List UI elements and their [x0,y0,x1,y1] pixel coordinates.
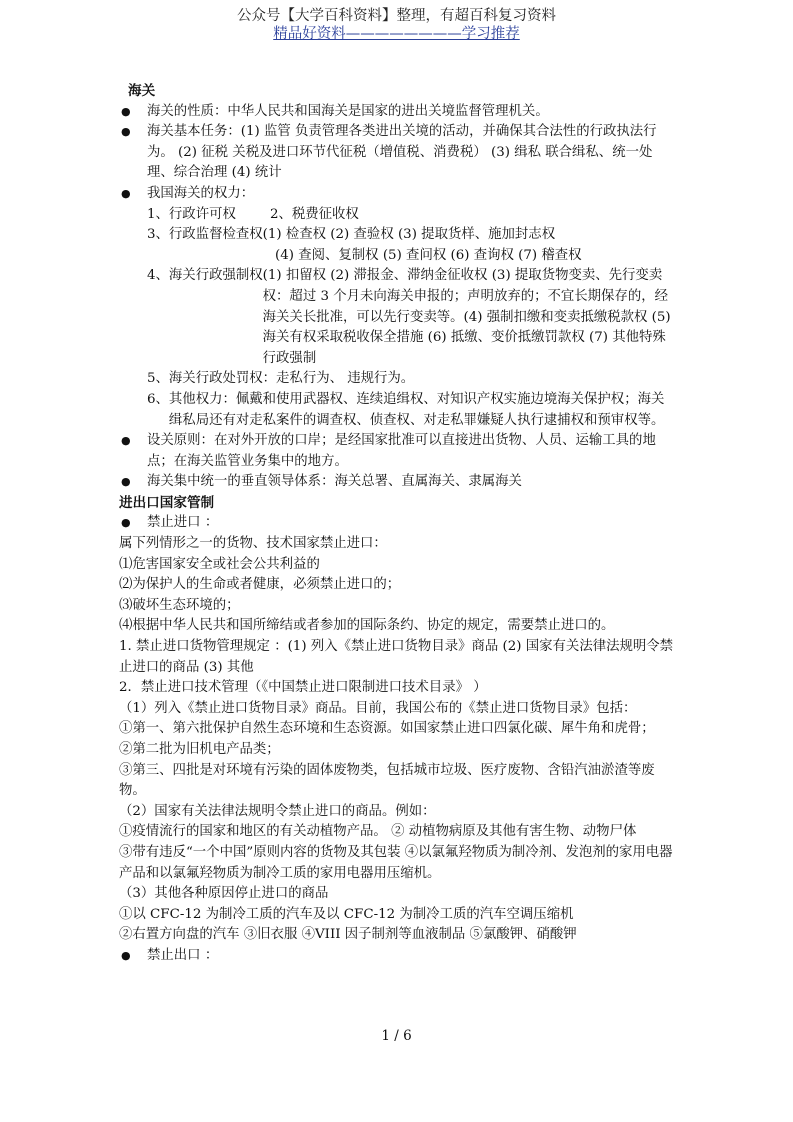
para-o1: ①以 CFC-12 为制冷工质的汽车及以 CFC-12 为制冷工质的汽车空调压缩机 [119,906,574,922]
section-title-customs: 海关 [128,83,156,99]
bullet-text: 海关集中统一的垂直领导体系：海关总署、直属海关、隶属海关 [147,474,522,490]
power-6-label: 6、 [147,391,169,407]
bullet-text: 禁止进口 ： [147,515,219,531]
para-laws: （2）国家有关法律法规明令禁止进口的商品。例如： [119,803,436,819]
bullet-text: 禁止出口 ： [147,947,219,963]
bullet-ban-import [119,513,677,534]
bullet-ban-export [119,946,677,967]
para-intro: 属下列情形之一的货物、技术国家禁止进口： [119,536,387,552]
power-4-text: (1) 扣留权 (2) 滞报金、滞纳金征收权 (3) 提取货物变卖、先行变卖权：超过 3 个月未向海关申报的；声明放弃的；不宜长期保存的，经海关关长批准，可以先行变卖等。(4) 强制扣缴和变卖抵缴税款权 (5) 海关有权采取税收保全措施 (6) 抵缴、变价抵缴罚款权 (7) 其他特殊行政强制 [262,268,671,366]
bullet-leadership [119,472,677,493]
power-3 [119,225,677,266]
para-goods-mgmt: 1. 禁止进口货物管理规定 ：(1) 列入《禁止进口货物目录》商品 (2) 国家有关法律法规明令禁止进口的商品 (3) 其他 [119,639,674,675]
document-body [119,81,677,967]
section-title-control: 进出口国家管制 [119,494,215,511]
page-number: 1 / 6 [381,1028,412,1044]
para-l1: ①第一、第六批保护自然生态环境和生态资源。如国家禁止进口四氯化碳、犀牛角和虎骨； [119,721,655,737]
bullet-icon: ● [121,948,131,962]
bullet-icon: ● [121,434,131,448]
power-3-line2: (4) 查阅、复制权 (5) 查问权 (6) 查询权 (7) 稽查权 [275,247,582,263]
para-e2: ③带有违反“一个中国”原则内容的货物及其包装 ④以氯氟羟物质为制冷剂、发泡剂的家用电器产品和以氯氟羟物质为制冷工质的家用电器用压缩机。 [119,844,673,881]
para-c2: ⑵为保护人的生命或者健康，必须禁止进口的； [119,577,401,593]
power-5: 5、海关行政处罚权：走私行为、 违规行为。 [147,371,415,387]
bullet-icon: ● [121,516,131,530]
para-c1: ⑴危害国家安全或社会公共利益的 [119,556,320,572]
para-c3: ⑶破坏生态环境的； [119,597,240,613]
bullet-icon: ● [121,104,131,118]
power-6-text: 其他权力：佩戴和使用武器权、连续追缉权、对知识产权实施边境海关保护权；海关缉私局还有对走私案件的调查权、侦查权、对走私罪嫌疑人执行逮捕权和预审权等。 [168,391,665,428]
power-4 [119,266,677,369]
bullet-text: 海关基本任务：(1) 监管 负责管理各类进出关境的活动，并确保其合法性的行政执法行为。 (2) 征税 关税及进口环节代征税（增值税、消费税） (3) 缉私 联合缉私、统一处理、综合治理 (4) 统计 [147,124,657,181]
bullet-icon: ● [121,475,131,489]
bullet-icon: ● [121,186,131,200]
bullet-text: 海关的性质：中华人民共和国海关是国家的进出关境监督管理机关。 [147,103,549,119]
para-c4: ⑷根据中华人民共和国所缔结或者参加的国际条约、协定的规定，需要禁止进口的。 [119,618,615,634]
power-3-line1: (1) 检查权 (2) 查验权 (3) 提取货样、施加封志权 [262,227,556,243]
para-e1: ①疫情流行的国家和地区的有关动植物产品。 ② 动植物病原及其他有害生物、动物尸体 [119,824,637,840]
bullet-nature [119,102,677,123]
power-1: 1、行政许可权 [147,206,236,222]
bullet-principle [119,431,677,472]
header-line2-text: 精品好资料————————学习推荐 [273,26,520,42]
para-l2: ②第二批为旧机电产品类； [119,742,280,757]
bullet-tasks [119,122,677,184]
bullet-text: 设关原则：在对外开放的口岸；是经国家批准可以直接进出货物、人员、运输工具的地点；在海关监管业务集中的地方。 [147,433,656,469]
header-line1: 公众号【大学百科资料】整理，有超百科复习资料 [237,8,556,24]
bullet-powers [119,184,677,205]
para-tech-mgmt: 2．禁止进口技术管理（《中国禁止进口限制进口技术目录》 ） [119,680,487,696]
para-o2: ②右置方向盘的汽车 ③旧衣服 ④VIII 因子制剂等血液制品 ⑤氯酸钾、硝酸钾 [119,927,577,943]
power-4-label: 4、海关行政强制权 [147,268,263,284]
bullet-text: 我国海关的权力： [147,185,255,201]
power-3-label: 3、行政监督检查权 [147,227,263,243]
para-l3: ③第三、四批是对环境有污染的固体废物类，包括城市垃圾、医疗废物、含铅汽油淤渣等废物。 [119,762,655,799]
para-listed: （1）列入《禁止进口货物目录》商品。目前，我国公布的《禁止进口货物目录》包括： [119,700,637,716]
power-6 [119,390,677,431]
power-2: 2、税费征收权 [269,206,359,222]
header-line2 [0,22,793,43]
para-other: （3）其他各种原因停止进口的商品 [119,886,329,902]
power-1-2 [119,205,677,226]
bullet-icon: ● [121,125,131,139]
